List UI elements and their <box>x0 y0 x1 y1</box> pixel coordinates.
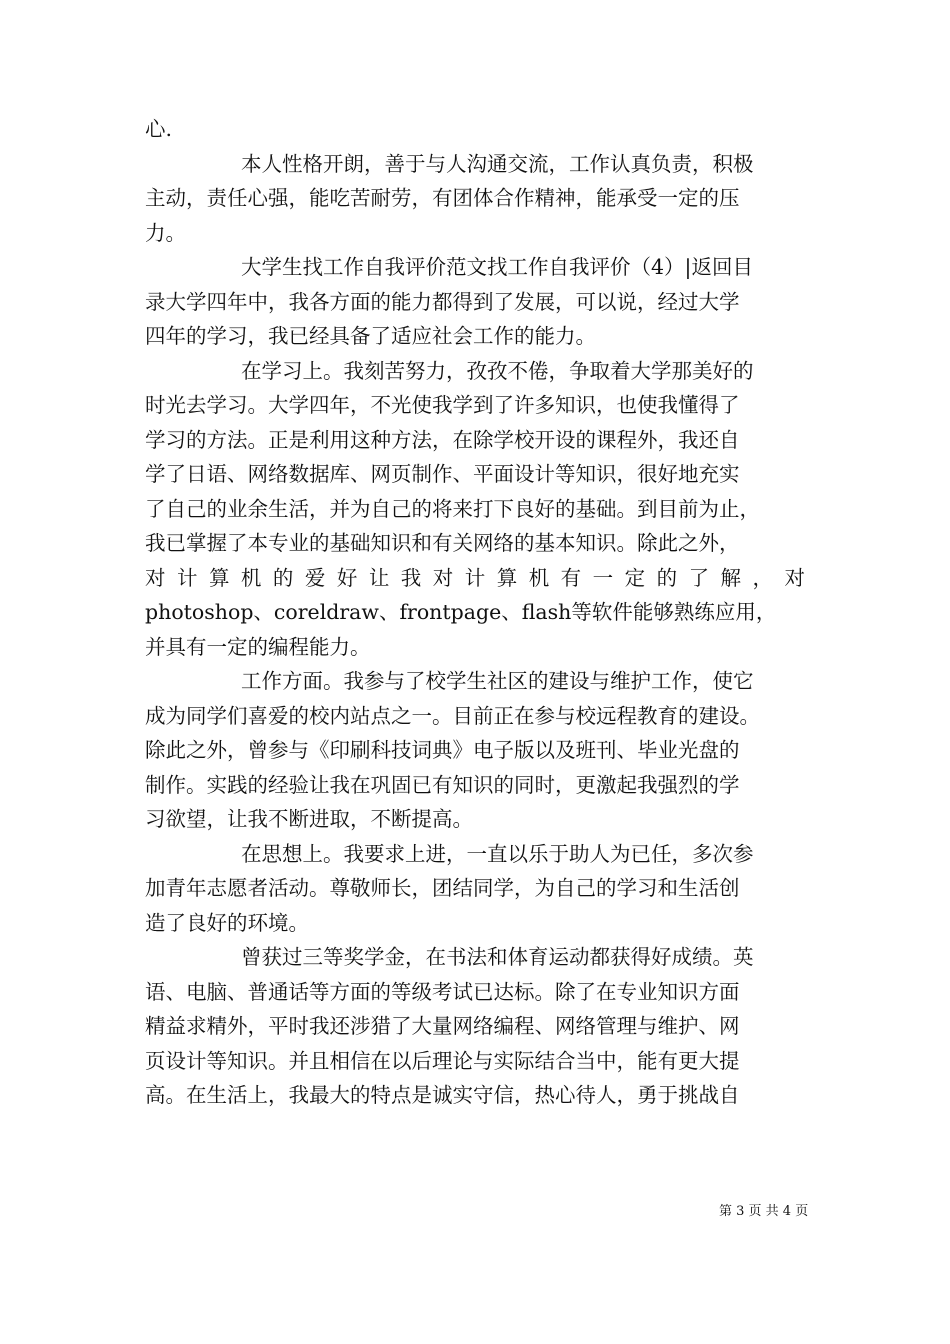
text-line: 对计算机的爱好让我对计算机有一定的了解，对 <box>145 565 805 590</box>
paragraph-start-line: 大学生找工作自我评价范文找工作自我评价（4）|返回目 <box>241 255 753 279</box>
text-line: photoshop、coreldraw、frontpage、flash等软件能够熟练应用， <box>145 600 777 624</box>
text-line: 时光去学习。大学四年，不光使我学到了许多知识，也使我懂得了 <box>145 393 740 417</box>
text-line: 了自己的业余生活，并为自己的将来打下良好的基础。到目前为止， <box>145 496 760 521</box>
text-line: 四年的学习，我已经具备了适应社会工作的能力。 <box>145 324 596 348</box>
text-line: 习欲望，让我不断进取，不断提高。 <box>145 807 473 831</box>
text-line: 学了日语、网络数据库、网页制作、平面设计等知识，很好地充实 <box>145 462 740 486</box>
page-number-footer: 第 3 页 共 4 页 <box>719 1204 809 1219</box>
text-line: 制作。实践的经验让我在巩固已有知识的同时，更激起我强烈的学 <box>145 772 740 797</box>
text-line: 页设计等知识。并且相信在以后理论与实际结合当中，能有更大提 <box>145 1048 740 1073</box>
text-line: 造了良好的环境。 <box>145 910 309 935</box>
paragraph-start-line: 在学习上。我刻苦努力，孜孜不倦，争取着大学那美好的 <box>241 358 754 383</box>
paragraph-start-line: 曾获过三等奖学金，在书法和体育运动都获得好成绩。英 <box>241 945 754 969</box>
text-line: 主动，责任心强，能吃苦耐劳，有团体合作精神，能承受一定的压 <box>145 186 740 210</box>
text-line: 除此之外，曾参与《印刷科技词典》电子版以及班刊、毕业光盘的 <box>145 738 740 762</box>
paragraph-start-line: 工作方面。我参与了校学生社区的建设与维护工作，使它 <box>241 669 754 693</box>
text-line: 学习的方法。正是利用这种方法，在除学校开设的课程外，我还自 <box>145 427 740 452</box>
text-line: 心. <box>145 117 173 141</box>
text-line: 语、电脑、普通话等方面的等级考试已达标。除了在专业知识方面 <box>145 979 740 1004</box>
text-line: 我已掌握了本专业的基础知识和有关网络的基本知识。除此之外， <box>145 531 740 555</box>
text-line: 力。 <box>145 220 186 245</box>
paragraph-start-line: 在思想上。我要求上进，一直以乐于助人为已任，多次参 <box>241 841 754 866</box>
text-line: 加青年志愿者活动。尊敬师长，团结同学，为自己的学习和生活创 <box>145 876 740 900</box>
paragraph-start-line: 本人性格开朗，善于与人沟通交流，工作认真负责，积极 <box>241 151 754 176</box>
text-line: 录大学四年中，我各方面的能力都得到了发展，可以说，经过大学 <box>145 289 740 314</box>
text-line: 成为同学们喜爱的校内站点之一。目前正在参与校远程教育的建设。 <box>145 703 760 728</box>
text-line: 精益求精外，平时我还涉猎了大量网络编程、网络管理与维护、网 <box>145 1014 740 1038</box>
text-line: 高。在生活上，我最大的特点是诚实守信，热心待人，勇于挑战自 <box>145 1083 740 1107</box>
document-body <box>145 112 805 1113</box>
text-line: 并具有一定的编程能力。 <box>145 634 371 659</box>
